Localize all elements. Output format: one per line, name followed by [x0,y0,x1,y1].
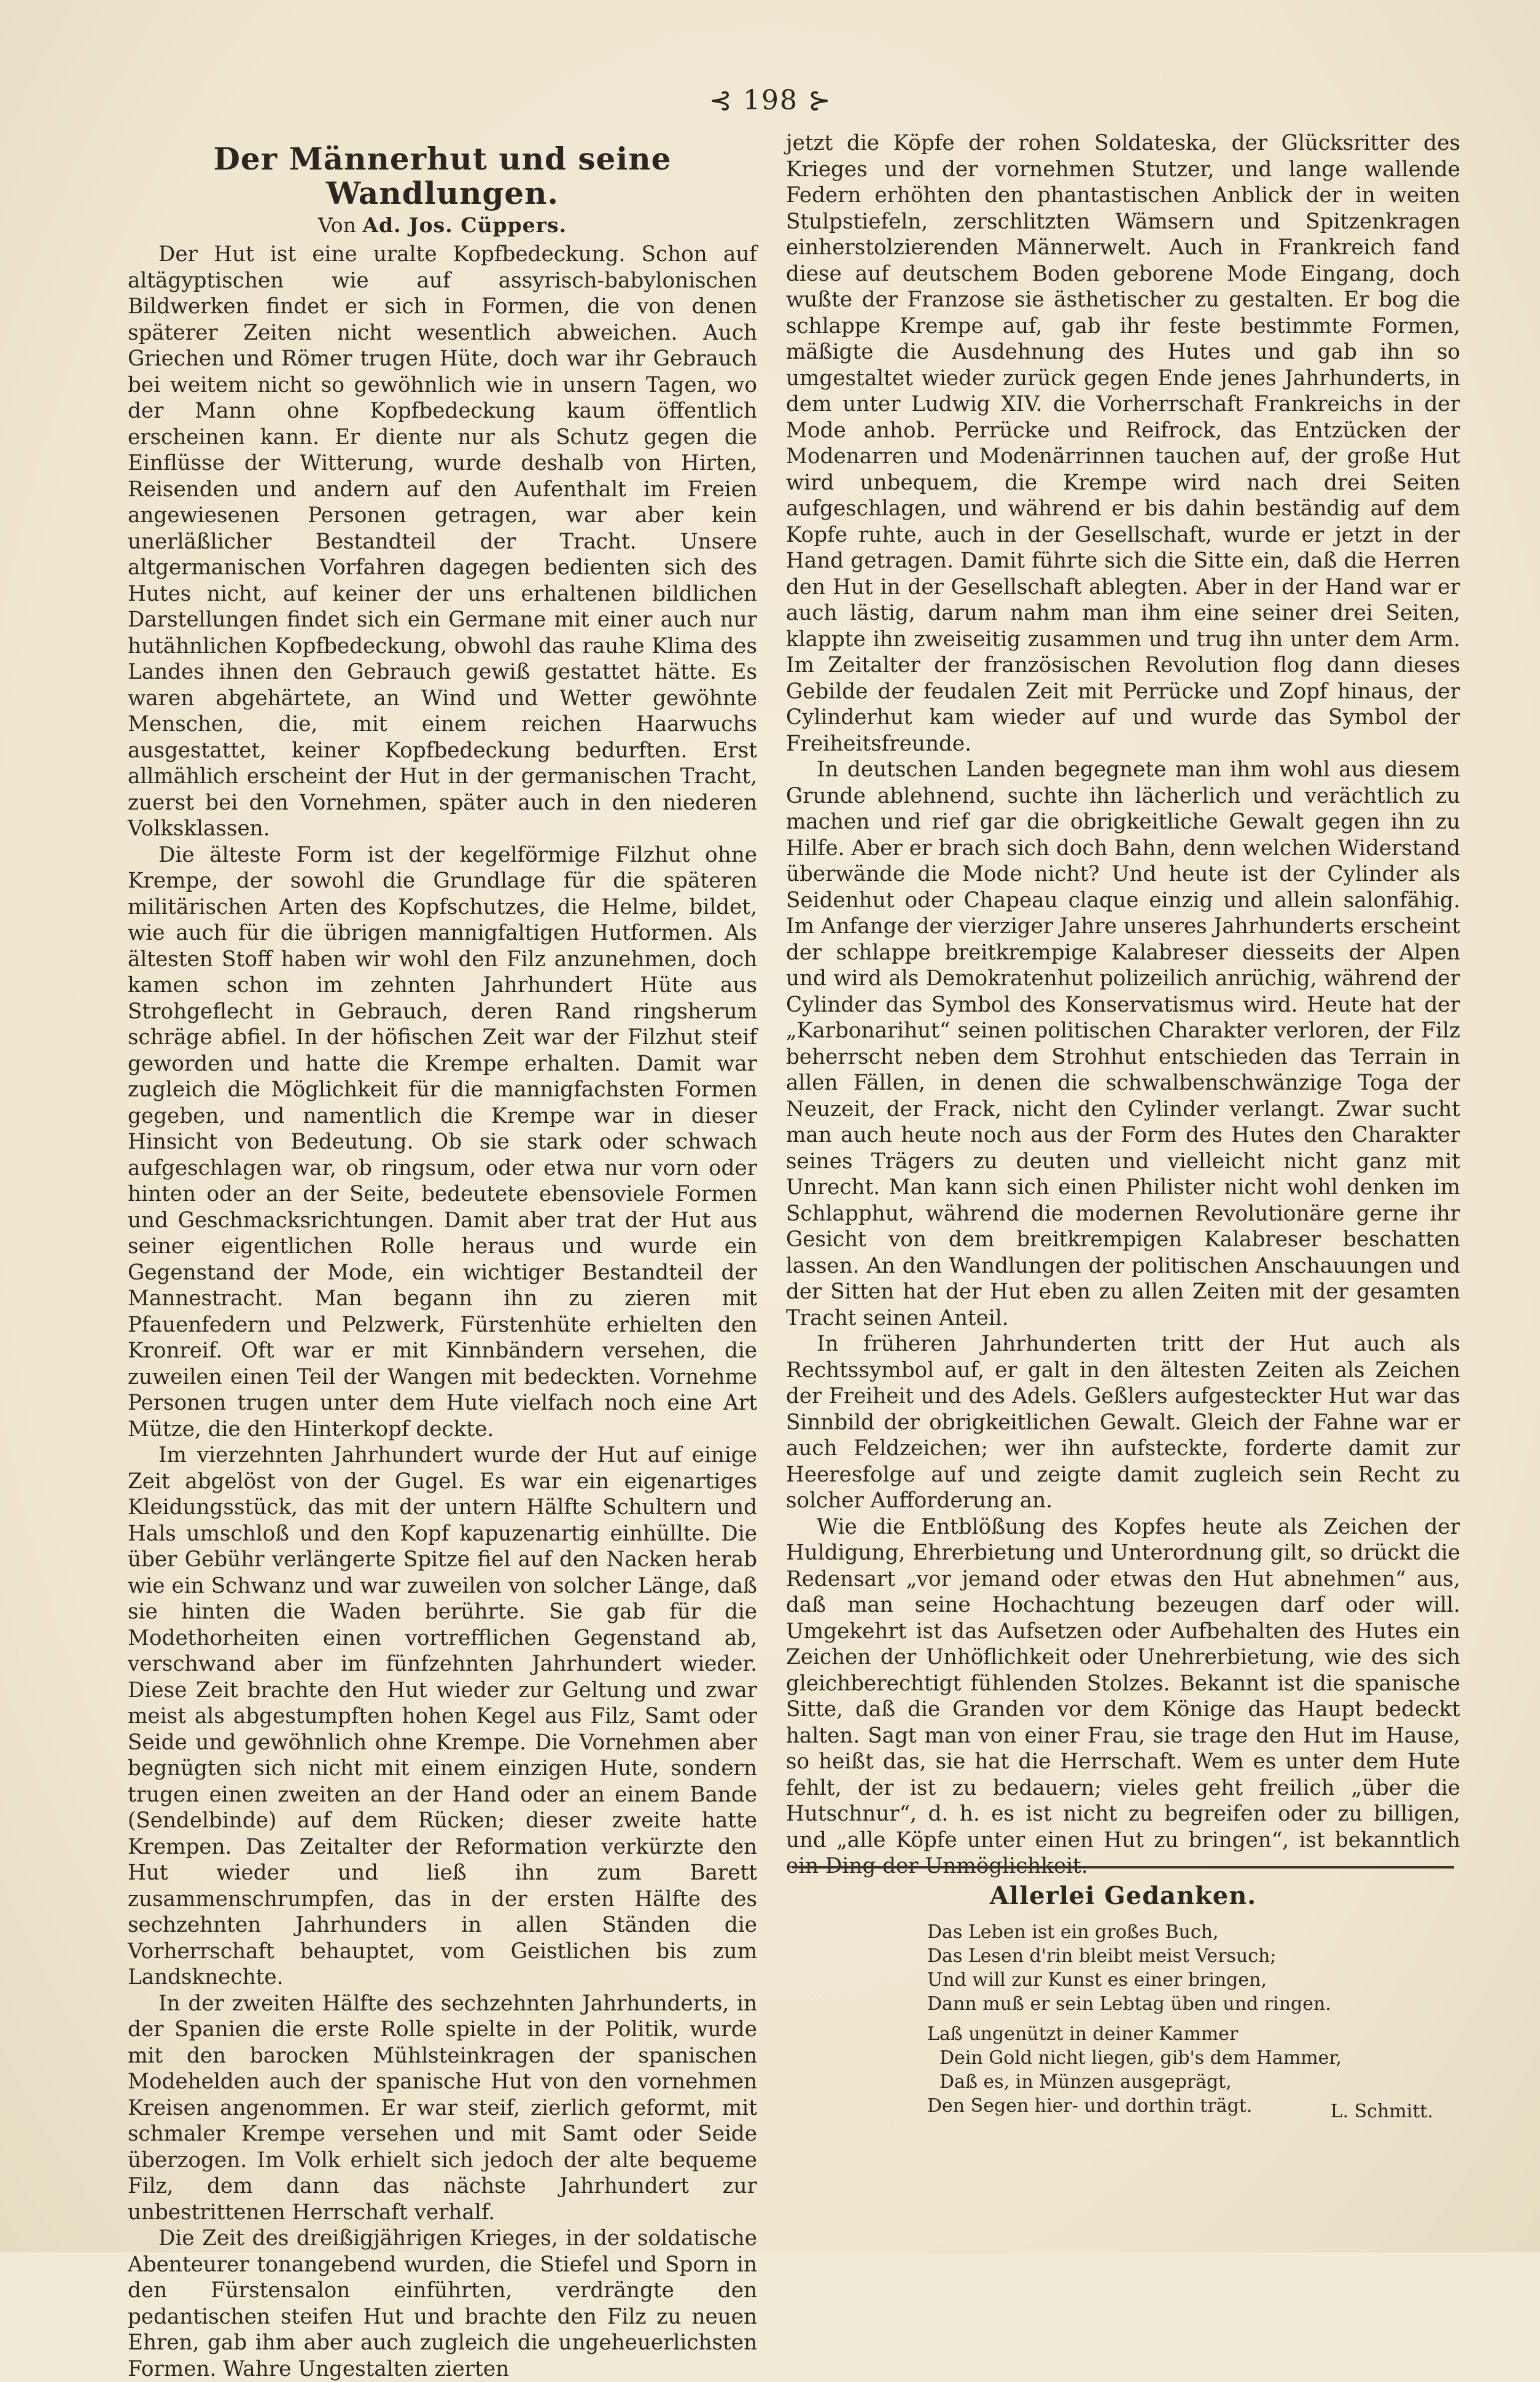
poem-line: Daß es, in Münzen ausgeprägt, [939,2071,1232,2093]
article-title: Der Männerhut und seine Wandlungen. [213,141,672,211]
left-column [128,132,757,2382]
article-paragraph: Der Hut ist eine uralte Kopfbedeckung. Schon auf altägyptischen wie auf assyrisch-babylonischen Bildwerken findet er sich in Formen, die von denen späterer Zeiten nicht wesentlich abweichen. Auch Griechen und Römer trugen Hüte, doch war ihr Gebrauch bei weitem nicht so gewöhnlich wie in unsern Tagen, wo der Mann ohne Kopfbedeckung kaum öffentlich erscheinen kann. Er diente nur als Schutz gegen die Einflüsse der Witterung, wurde deshalb von Hirten, Reisenden und andern auf den Aufenthalt im Freien angewiesenen Personen getragen, war aber kein unerläßlicher Bestandteil der Tracht. Unsere altgermanischen Vorfahren dagegen bedienten sich des Hutes nicht, auf keiner der uns erhaltenen bildlichen Darstellungen findet sich ein Germane mit einer auch nur hutähnlichen Kopfbedeckung, obwohl das rauhe Klima des Landes ihnen den Gebrauch gewiß gestattet hätte. Es waren abgehärtete, an Wind und Wetter gewöhnte Menschen, die, mit einem reichen Haarwuchs ausgestattet, keiner Kopfbedeckung bedurften. Erst allmählich erscheint der Hut in der germanischen Tracht, zuerst bei den Vornehmen, später auch in den niederen Volksklassen. [128,242,757,841]
article-paragraph: In früheren Jahrhunderten tritt der Hut auch als Rechtssymbol auf, er galt in den ältesten Zeiten als Zeichen der Freiheit und des Adels. Geßlers aufgesteckter Hut war das Sinnbild der obrigkeitlichen Gewalt. Gleich der Fahne war er auch Feldzeichen; wer ihn aufsteckte, forderte damit zur Heeresfolge auf und zeigte damit zugleich sein Recht zu solcher Aufforderung an. [786,1332,1460,1513]
poem-line: Dann muß er sein Lebtag üben und ringen. [927,1993,1331,2015]
poem-line: Laß ungenützt in deiner Kammer [927,2023,1239,2045]
byline-prefix: Von [317,213,356,237]
page-number: ⊰ 198 ⊱ [709,85,832,116]
right-column [786,130,1460,1880]
article-paragraph: Die älteste Form ist der kegelförmige Filzhut ohne Krempe, der sowohl die Grundlage für die späteren militärischen Arten des Kopfschutzes, die Helme, bildet, wie auch für die übrigen mannigfaltigen Hutformen. Als ältesten Stoff haben wir wohl den Filz anzunehmen, doch kamen schon im zehnten Jahrhundert Hüte aus Strohgeflecht in Gebrauch, deren Rand ringsherum schräge abfiel. In der höfischen Zeit war der Filzhut steif geworden und hatte die Krempe erhalten. Damit war zugleich die Möglichkeit für die mannigfachsten Formen gegeben, und namentlich die Krempe war in dieser Hinsicht von Bedeutung. Ob sie stark oder schwach aufgeschlagen war, ob ringsum, oder etwa nur vorn oder hinten oder an der Seite, bedeutete ebensoviele Formen und Geschmacksrichtungen. Damit aber trat der Hut aus seiner eigentlichen Rolle heraus und wurde ein Gegenstand der Mode, ein wichtiger Bestandteil der Mannestracht. Man begann ihn zu zieren mit Pfauenfedern und Pelzwerk, Fürstenhüte erhielten den Kronreif. Oft war er mit Kinnbändern versehen, die zuweilen einen Teil der Wangen mit bedeckten. Vornehme Personen trugen unter dem Hute vielfach noch eine Art Mütze, die den Hinterkopf deckte. [128,842,757,1442]
poem-title: Allerlei Gedanken. [989,1881,1257,1910]
poem-line: Und will zur Kunst es einer bringen, [927,1969,1267,1991]
article-paragraph: jetzt die Köpfe der rohen Soldateska, der Glücksritter des Krieges und der vornehmen Stutzer, und lange wallende Federn erhöhten den phantastischen Anblick der in weiten Stulpstiefeln, zerschlitzten Wämsern und Spitzenkragen einherstolzierenden Männerwelt. Auch in Frankreich fand diese auf deutschem Boden geborene Mode Eingang, doch wußte der Franzose sie ästhetischer zu gestalten. Er bog die schlappe Krempe auf, gab ihr feste bestimmte Formen, mäßigte die Ausdehnung des Hutes und gab ihn so umgestaltet wieder zurück gegen Ende jenes Jahrhunderts, in dem unter Ludwig XIV. die Vorherrschaft Frankreichs in der Mode anhob. Perrücke und Reifrock, das Entzücken der Modenarren und Modenärrinnen tauchen auf, der große Hut wird unbequem, die Krempe wird nach drei Seiten aufgeschlagen, und während er bis dahin beständig auf dem Kopfe ruhte, auch in der Gesellschaft, wurde er jetzt in der Hand getragen. Damit führte sich die Sitte ein, daß die Herren den Hut in der Gesellschaft ablegten. Aber in der Hand war er auch lästig, darum nahm man ihm eine seiner drei Seiten, klappte ihn zweiseitig zusammen und trug ihn unter dem Arm. Im Zeitalter der französischen Revolution flog dann dieses Gebilde der feudalen Zeit mit Perrücke und Zopf hinaus, der Cylinderhut kam wieder auf und wurde das Symbol der Freiheitsfreunde. [786,131,1460,756]
poem-line: Das Lesen d'rin bleibt meist Versuch; [927,1945,1277,1967]
poem-line: Den Segen hier- und dorthin trägt. [927,2095,1253,2117]
poem-line: Dein Gold nicht liegen, gib's dem Hammer, [939,2047,1342,2069]
article-paragraph: Im vierzehnten Jahrhundert wurde der Hut auf einige Zeit abgelöst von der Gugel. Es war ein eigenartiges Kleidungsstück, das mit der untern Hälfte Schultern und Hals umschloß und den Kopf kapuzenartig einhüllte. Die über Gebühr verlängerte Spitze fiel auf den Nacken herab wie ein Schwanz und war zuweilen von solcher Länge, daß sie hinten die Waden berührte. Sie gab für die Modethorheiten einen vortrefflichen Gegenstand ab, verschwand aber im fünfzehnten Jahrhundert wieder. Diese Zeit brachte den Hut wieder zur Geltung und zwar meist als abgestumpften hohen Kegel aus Filz, Samt oder Seide und gewöhnlich ohne Krempe. Die Vornehmen aber begnügten sich nicht mit einem einzigen Hute, sondern trugen einen zweiten an der Hand oder an einem Bande (Sendelbinde) auf dem Rücken; dieser zweite hatte Krempen. Das Zeitalter der Reformation verkürzte den Hut wieder und ließ ihn zum Barett zusammenschrumpfen, das in der ersten Hälfte des sechzehnten Jahrhunders in allen Ständen die Vorherrschaft behauptet, vom Geistlichen bis zum Landsknechte. [128,1443,757,1990]
article-paragraph: Wie die Entblößung des Kopfes heute als Zeichen der Huldigung, Ehrerbietung und Unterordnung gilt, so drückt die Redensart „vor jemand oder etwas den Hut abnehmen“ aus, daß man seine Hochachtung bezeugen darf oder will. Umgekehrt ist das Aufsetzen oder Aufbehalten des Hutes ein Zeichen der Unhöflichkeit oder Unehrerbietung, wie des sich gleichberechtigt fühlenden Stolzes. Bekannt ist die spanische Sitte, daß die Granden vor dem Könige das Haupt bedeckt halten. Sagt man von einer Frau, sie trage den Hut im Hause, so heißt das, sie hat die Herrschaft. Wem es unter dem Hute fehlt, der ist zu bedauern; vieles geht freilich „über die Hutschnur“, d. h. es ist nicht zu begreifen oder zu billigen, und „alle Köpfe unter einen Hut zu bringen“, ist bekanntlich ein Ding der Unmöglichkeit. [786,1514,1460,1878]
poem-stanza [792,1920,1454,2016]
poem-author: L. Schmitt. [1330,2101,1433,2122]
article-paragraph: Die Zeit des dreißigjährigen Krieges, in der soldatische Abenteurer tonangebend wurden, die Stiefel und Sporn in den Fürstensalon einführten, verdrängte den pedantischen steifen Hut und brachte den Filz zu neuen Ehren, gab ihm aber auch zugleich die ungeheuerlichsten Formen. Wahre Ungestalten zierten [128,2226,757,2381]
article-paragraph: In der zweiten Hälfte des sechzehnten Jahrhunderts, in der Spanien die erste Rolle spielte in der Politik, wurde mit den barocken Mühlsteinkragen der spanischen Modehelden auch der spanische Hut von den vornehmen Kreisen angenommen. Er war steif, zierlich geformt, mit schmaler Krempe versehen und mit Samt oder Seide überzogen. Im Volk erhielt sich jedoch der alte bequeme Filz, dem dann das nächste Jahrhundert zur unbestrittenen Herrschaft verhalf. [128,1991,757,2225]
article-byline [128,213,757,238]
poem-line: Das Leben ist ein großes Buch, [927,1921,1219,1943]
byline-author: Ad. Jos. Cüppers. [362,213,567,237]
section-divider [792,1866,1454,1869]
article-paragraph: In deutschen Landen begegnete man ihm wohl aus diesem Grunde ablehnend, suchte ihn lächerlich und verächtlich zu machen und rief gar die obrigkeitliche Gewalt gegen ihn zu Hilfe. Aber er brach sich doch Bahn, denn welchen Widerstand überwände die Mode nicht? Und heute ist der Cylinder als Seidenhut oder Chapeau claque einzig und allein salonfähig. Im Anfange der vierziger Jahre unseres Jahrhunderts erscheint der schlappe breitkrempige Kalabreser diesseits der Alpen und wird als Demokratenhut polizeilich anrüchig, während der Cylinder das Symbol des Konservatismus wird. Heute hat der „Karbonarihut“ seinen politischen Charakter verloren, der Filz beherrscht neben dem Strohhut entschieden das Terrain in allen Fällen, in denen die schwalbenschwänzige Toga der Neuzeit, der Frack, nicht den Cylinder verlangt. Zwar sucht man auch heute noch aus der Form des Hutes den Charakter seines Trägers zu deuten und vielleicht nicht ganz mit Unrecht. Man kann sich einen Philister nicht wohl denken im Schlapphut, während die modernen Revolutionäre gerne ihr Gesicht von dem breitkrempigen Kalabreser beschatten lassen. An den Wandlungen der politischen Anschauungen und der Sitten hat der Hut eben zu allen Zeiten mit der gesamten Tracht seinen Anteil. [786,757,1460,1330]
poem-block [792,1878,1454,2124]
